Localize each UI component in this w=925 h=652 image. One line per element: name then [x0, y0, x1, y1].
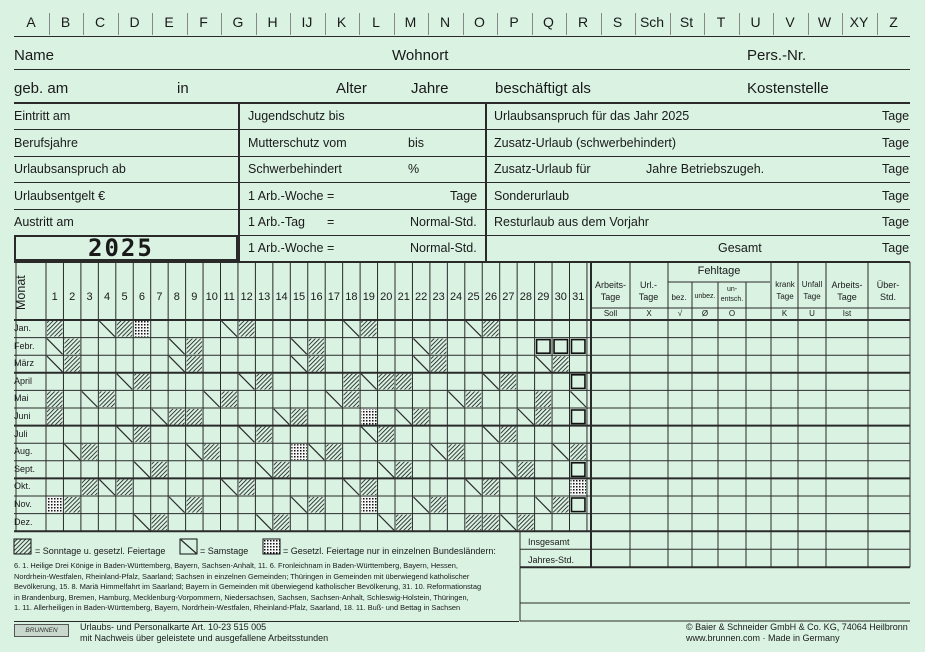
- saturday-mark: [187, 444, 202, 460]
- day-number: 21: [397, 291, 410, 303]
- regional-legend-label: = Gesetzl. Feiertage nur in einzelnen Bundesländern:: [283, 546, 496, 556]
- sunday-cell: [361, 321, 376, 337]
- alphabet-letter[interactable]: R: [577, 14, 589, 30]
- saturday-mark: [274, 409, 289, 425]
- saturday-mark: [361, 374, 376, 390]
- month-label: Okt.: [14, 481, 31, 492]
- brunnen-logo: BRUNNEN: [14, 624, 69, 637]
- alphabet-letter[interactable]: E: [164, 14, 174, 30]
- sunday-cell: [518, 515, 533, 531]
- tage-label: Tage: [882, 162, 910, 176]
- saturday-mark: [466, 321, 481, 337]
- day-number: 29: [537, 291, 550, 303]
- alphabet-letter[interactable]: S: [612, 14, 623, 30]
- day-number: 27: [502, 291, 515, 303]
- day-number: 9: [191, 291, 198, 303]
- geb-am-label: geb. am: [14, 80, 69, 97]
- eintritt-label: Eintritt am: [14, 109, 71, 123]
- saturday-mark: [256, 515, 271, 531]
- day-number: 26: [484, 291, 498, 303]
- sunday-cell: [274, 462, 289, 478]
- tage-label: Tage: [882, 189, 910, 203]
- jahres-std-label: Jahres-Std.: [528, 555, 575, 565]
- code-label: U: [809, 309, 815, 318]
- alphabet-letter[interactable]: T: [716, 14, 726, 30]
- alphabet-letter[interactable]: IJ: [301, 14, 313, 30]
- saturday-mark: [222, 321, 237, 337]
- sunday-cell: [571, 444, 586, 460]
- footnote-line: Nordrhein-Westfalen, Rheinland-Pfalz, Saarland; Sachsen in einzelnen Gemeinden; Thüringen in Gemeinden mit überwiegend katholischer: [14, 571, 470, 581]
- saturday-mark: [483, 374, 498, 390]
- krank-header: krank Tage: [775, 280, 795, 301]
- product-subtitle: mit Nachweis über geleistete und ausgefallene Arbeitsstunden: [80, 633, 329, 643]
- schwerbehindert-label: Schwerbehindert: [248, 162, 342, 176]
- jahre-betrieb-label: Jahre Betriebszugeh.: [646, 162, 765, 176]
- saturday-mark: [361, 427, 376, 443]
- saturday-mark: [518, 409, 533, 425]
- day-number: 14: [275, 291, 288, 303]
- saturday-mark: [47, 339, 62, 355]
- jahre-label: Jahre: [411, 80, 449, 97]
- saturday-mark: [117, 374, 132, 390]
- sunday-cell: [47, 391, 62, 407]
- samstage-legend-label: = Samstage: [200, 546, 249, 556]
- saturday-mark: [47, 356, 62, 372]
- sunday-cell: [152, 515, 167, 531]
- normal-std-label: Normal-Std.: [410, 241, 477, 255]
- arbeitstage-header: Arbeits- Tage: [594, 280, 626, 302]
- wohnort-label: Wohnort: [392, 47, 449, 64]
- sunday-cell: [326, 444, 341, 460]
- sonntage-legend-label: = Sonntage u. gesetzl. Feiertage: [35, 546, 166, 556]
- sunday-cell: [291, 409, 306, 425]
- code-label: Ø: [701, 309, 709, 318]
- sunday-cell: [187, 409, 202, 425]
- sunday-cell: [361, 479, 376, 495]
- tage-label: Tage: [882, 241, 910, 255]
- sunday-cell: [82, 479, 97, 495]
- saturday-mark: [99, 321, 114, 337]
- saturday-mark: [413, 356, 428, 372]
- sunday-cell: [222, 391, 237, 407]
- alphabet-letter[interactable]: Z: [889, 14, 898, 30]
- alphabet-letter[interactable]: V: [785, 14, 795, 30]
- sunday-cell: [134, 427, 149, 443]
- sunday-cell: [239, 321, 254, 337]
- saturday-mark: [256, 462, 271, 478]
- sunday-cell: [501, 427, 516, 443]
- zusatz-schwer-label: Zusatz-Urlaub (schwerbehindert): [494, 136, 677, 150]
- saturday-mark: [326, 391, 341, 407]
- saturday-mark: [291, 356, 306, 372]
- name-label: Name: [14, 47, 55, 64]
- saturday-mark: [379, 515, 394, 531]
- alphabet-letter[interactable]: P: [509, 14, 519, 30]
- day-number: 30: [554, 291, 567, 303]
- sunday-cell: [396, 515, 411, 531]
- regional-holiday-cell: [571, 479, 586, 495]
- sunday-cell: [466, 515, 481, 531]
- sunday-cell: [187, 497, 202, 513]
- alphabet-letter[interactable]: U: [750, 14, 761, 30]
- sunday-cell: [169, 409, 184, 425]
- alphabet-letter[interactable]: W: [817, 14, 832, 30]
- footnote-line: 6. 1. Heilige Drei Könige in Baden-Württemberg, Bayern, Sachsen-Anhalt, 11. 6. Fronleichnam in Baden-Württemberg, Bayern, Hessen,: [14, 561, 458, 570]
- sunday-cell: [431, 356, 446, 372]
- tage-label: Tage: [882, 109, 910, 123]
- day-number: 5: [121, 291, 128, 303]
- alter-label: Alter: [336, 80, 367, 97]
- unused-day-cell: [554, 340, 567, 354]
- saturday-mark: [204, 391, 219, 407]
- unused-day-cell: [572, 410, 585, 424]
- saturday-mark: [501, 515, 516, 531]
- code-label: Ist: [842, 309, 852, 318]
- alphabet-letter[interactable]: G: [232, 14, 244, 30]
- saturday-mark: [222, 479, 237, 495]
- saturday-mark: [82, 391, 97, 407]
- unused-day-cell: [572, 498, 585, 512]
- sunday-cell: [309, 356, 324, 372]
- product-label: Urlaubs- und Personalkarte Art. 10-23 515 005: [80, 622, 267, 632]
- sunday-cell: [204, 444, 219, 460]
- alphabet-letter[interactable]: M: [404, 14, 417, 30]
- month-label: Jan.: [14, 323, 32, 333]
- sunday-cell: [396, 374, 411, 390]
- arb-woche-label: 1 Arb.-Woche: [248, 241, 324, 255]
- day-number: 19: [362, 291, 375, 303]
- urltage-header: Url.- Tage: [638, 280, 659, 302]
- persnr-label: Pers.-Nr.: [747, 47, 807, 64]
- sunday-cell: [187, 356, 202, 372]
- berufsjahre-label: Berufsjahre: [14, 136, 78, 150]
- regional-holiday-cell: [291, 444, 306, 460]
- regional-holiday-cell: [361, 497, 376, 513]
- month-label: März: [14, 358, 34, 369]
- sunday-cell: [64, 497, 79, 513]
- sunday-cell: [309, 339, 324, 355]
- sunday-cell: [379, 427, 394, 443]
- insgesamt-label: Insgesamt: [528, 537, 570, 547]
- month-label: Juli: [14, 428, 28, 439]
- saturday-mark: [117, 427, 132, 443]
- sunday-cell: [448, 444, 463, 460]
- mutterschutz-label: Mutterschutz vom: [248, 136, 347, 150]
- alphabet-letter[interactable]: F: [199, 14, 208, 30]
- saturday-mark: [134, 462, 149, 478]
- footnote-line: in Brandenburg, Bremen, Hamburg, Mecklenburg-Vorpommern, Niedersachsen, Sachsen, Sachsen-Anhalt, Schleswig-Holstein, Thüringen,: [14, 592, 469, 602]
- alphabet-letter[interactable]: O: [474, 14, 485, 30]
- sunday-cell: [483, 515, 498, 531]
- gesamt-label: Gesamt: [718, 241, 762, 255]
- code-label: K: [781, 309, 788, 318]
- unused-day-cell: [537, 340, 550, 354]
- tage-label: Tage: [882, 136, 910, 150]
- beschaeftigt-label: beschäftigt als: [495, 80, 591, 97]
- sunday-cell: [431, 339, 446, 355]
- tage-label: Tage: [450, 189, 478, 203]
- month-label: Juni: [14, 411, 31, 421]
- alphabet-letter[interactable]: H: [267, 14, 278, 30]
- month-label: Nov.: [14, 499, 32, 509]
- sunday-cell: [483, 321, 498, 337]
- sunday-cell: [553, 497, 568, 513]
- day-number: 3: [86, 291, 93, 303]
- code-label: Soll: [603, 309, 618, 318]
- saturday-mark: [152, 409, 167, 425]
- arb-tag-label: 1 Arb.-Tag: [248, 215, 305, 229]
- sunday-cell: [256, 374, 271, 390]
- bis-label: bis: [408, 136, 424, 150]
- saturday-mark: [134, 515, 149, 531]
- sunday-cell: [413, 409, 428, 425]
- day-number: 16: [310, 291, 323, 303]
- day-number: 4: [104, 291, 111, 303]
- day-number: 7: [156, 291, 163, 303]
- saturday-mark: [344, 479, 359, 495]
- bez-header: bez.: [671, 293, 687, 302]
- arbeitstage2-header: Arbeits- Tage: [831, 280, 863, 302]
- resturlaub-label: Resturlaub aus dem Vorjahr: [494, 215, 649, 229]
- in-label: in: [177, 80, 189, 97]
- day-number: 20: [380, 291, 393, 303]
- holiday-footnote: [14, 561, 481, 614]
- regional-holiday-cell: [134, 321, 149, 337]
- sunday-cell: [187, 339, 202, 355]
- month-label: Febr.: [14, 340, 35, 351]
- sunday-legend-swatch: [14, 538, 32, 555]
- ueberstd-header: Über- Std.: [876, 280, 900, 302]
- website-label: www.brunnen.com · Made in Germany: [686, 633, 840, 643]
- sunday-cell: [483, 479, 498, 495]
- sunday-cell: [99, 391, 114, 407]
- saturday-mark: [239, 374, 254, 390]
- alphabet-letter[interactable]: Q: [543, 14, 554, 30]
- month-label: Sept.: [14, 463, 36, 474]
- jugendschutz-label: Jugendschutz bis: [248, 109, 345, 123]
- day-number: 1: [51, 291, 58, 303]
- sunday-cell: [518, 462, 533, 478]
- sunday-cell: [344, 391, 359, 407]
- year-label: 2025: [88, 234, 154, 262]
- urlaubsanspruch-ab-label: Urlaubsanspruch ab: [14, 162, 126, 176]
- saturday-mark: [169, 339, 184, 355]
- equals-label: =: [327, 241, 335, 255]
- sunday-cell: [64, 356, 79, 372]
- saturday-mark: [536, 356, 551, 372]
- sunday-cell: [82, 444, 97, 460]
- regional-legend-swatch: [263, 539, 280, 554]
- equals-label: =: [327, 215, 335, 229]
- urlaubsanspruch-jahr-label: Urlaubsanspruch für das Jahr 2025: [494, 109, 690, 123]
- alphabet-letter[interactable]: N: [439, 14, 451, 30]
- sunday-cell: [536, 409, 551, 425]
- day-number: 13: [257, 291, 271, 303]
- day-number: 12: [240, 291, 253, 303]
- saturday-mark: [99, 479, 114, 495]
- normal-std-label: Normal-Std.: [410, 215, 477, 229]
- day-number: 31: [572, 291, 585, 303]
- alphabet-letter[interactable]: XY: [849, 14, 869, 30]
- unused-day-cell: [572, 340, 585, 354]
- day-number: 11: [223, 291, 235, 303]
- saturday-mark: [379, 462, 394, 478]
- alphabet-letter[interactable]: St: [679, 14, 694, 30]
- saturday-mark: [466, 479, 481, 495]
- day-number: 15: [292, 291, 306, 303]
- unfall-header: Unfall Tage: [801, 280, 823, 301]
- sunday-cell: [256, 427, 271, 443]
- day-number: 10: [205, 291, 218, 303]
- saturday-mark: [291, 497, 306, 513]
- month-label: April: [14, 375, 33, 386]
- saturday-mark: [64, 444, 79, 460]
- code-label: X: [646, 309, 652, 318]
- unused-day-cell: [572, 375, 585, 389]
- saturday-mark: [291, 339, 306, 355]
- code-label: O: [728, 309, 736, 318]
- month-label: Mai: [14, 393, 29, 404]
- tage-label: Tage: [882, 215, 910, 229]
- alphabet-letter[interactable]: B: [60, 14, 71, 30]
- sunday-cell: [117, 321, 132, 337]
- day-number: 18: [345, 291, 358, 303]
- sunday-cell: [274, 515, 289, 531]
- day-number: 23: [432, 291, 445, 303]
- unbez-header: unbez.: [694, 293, 716, 300]
- sunday-cell: [47, 321, 62, 337]
- month-label: Aug.: [14, 446, 33, 457]
- saturday-mark: [396, 409, 411, 425]
- day-number: 2: [69, 291, 76, 303]
- day-number: 6: [138, 291, 146, 303]
- month-label: Dez.: [14, 516, 33, 527]
- sunday-cell: [64, 339, 79, 355]
- urlaubsentgelt-label: Urlaubsentgelt €: [14, 189, 106, 203]
- saturday-mark: [571, 391, 586, 407]
- saturday-mark: [431, 444, 446, 460]
- saturday-mark: [413, 339, 428, 355]
- regional-holiday-cell: [47, 497, 62, 513]
- sunday-cell: [501, 374, 516, 390]
- saturday-mark: [536, 497, 551, 513]
- fehltage-header: Fehltage: [697, 265, 741, 277]
- alphabet-letter[interactable]: D: [129, 14, 140, 30]
- day-number: 8: [173, 291, 180, 303]
- kostenstelle-label: Kostenstelle: [747, 80, 829, 97]
- saturday-mark: [239, 427, 254, 443]
- day-number: 28: [519, 291, 532, 303]
- unused-day-cell: [572, 463, 585, 477]
- code-label: √: [677, 309, 683, 318]
- day-number: 24: [449, 291, 463, 303]
- saturday-mark: [344, 321, 359, 337]
- sunday-cell: [239, 479, 254, 495]
- copyright-label: © Baier & Schneider GmbH & Co. KG, 74064 Heilbronn: [686, 622, 908, 632]
- alphabet-letter[interactable]: Sch: [639, 14, 665, 30]
- sunday-cell: [117, 479, 132, 495]
- sunday-cell: [134, 374, 149, 390]
- austritt-label: Austritt am: [14, 215, 74, 229]
- equals-label: =: [327, 189, 335, 203]
- arb-woche-label: 1 Arb.-Woche: [248, 189, 324, 203]
- sunday-cell: [536, 391, 551, 407]
- sunday-cell: [396, 462, 411, 478]
- saturday-mark: [553, 444, 568, 460]
- sunday-cell: [344, 374, 359, 390]
- saturday-mark: [309, 444, 324, 460]
- day-number: 22: [415, 291, 428, 303]
- sunday-cell: [309, 497, 324, 513]
- saturday-mark: [448, 391, 463, 407]
- alphabet-letter[interactable]: C: [94, 14, 106, 30]
- footnote-line: 1. 11. Allerheiligen in Baden-Württemberg, Bayern, Nordrhein-Westfalen, Rheinland-Pfalz, Saarland, 18. 11. Buß- und Bettag in Sachsen: [14, 603, 461, 612]
- saturday-mark: [483, 427, 498, 443]
- saturday-mark: [501, 462, 516, 478]
- alphabet-letter[interactable]: L: [372, 14, 380, 30]
- day-number: 25: [467, 291, 480, 303]
- sunday-cell: [553, 356, 568, 372]
- sunday-cell: [466, 391, 481, 407]
- saturday-mark: [169, 497, 184, 513]
- sunday-cell: [152, 462, 167, 478]
- zusatz-fuer-label: Zusatz-Urlaub für: [494, 162, 591, 176]
- unentsch-header: un- entsch.: [720, 286, 744, 303]
- saturday-mark: [169, 356, 184, 372]
- day-number: 17: [327, 291, 341, 303]
- sonderurlaub-label: Sonderurlaub: [494, 189, 570, 203]
- saturday-legend-mark: [180, 539, 197, 554]
- alphabet-letter[interactable]: K: [336, 14, 347, 30]
- percent-label: %: [408, 162, 420, 176]
- sunday-cell: [431, 497, 446, 513]
- sunday-cell: [47, 409, 62, 425]
- footnote-line: Bevölkerung, 15. 8. Mariä Himmelfahrt im Saarland; Bayern in Gemeinden mit überwiegend katholischer Bevölkerung, 31. 10. Reformationstag: [14, 582, 482, 591]
- alphabet-letter[interactable]: A: [26, 14, 36, 30]
- sunday-cell: [379, 374, 394, 390]
- regional-holiday-cell: [361, 409, 376, 425]
- saturday-mark: [413, 497, 428, 513]
